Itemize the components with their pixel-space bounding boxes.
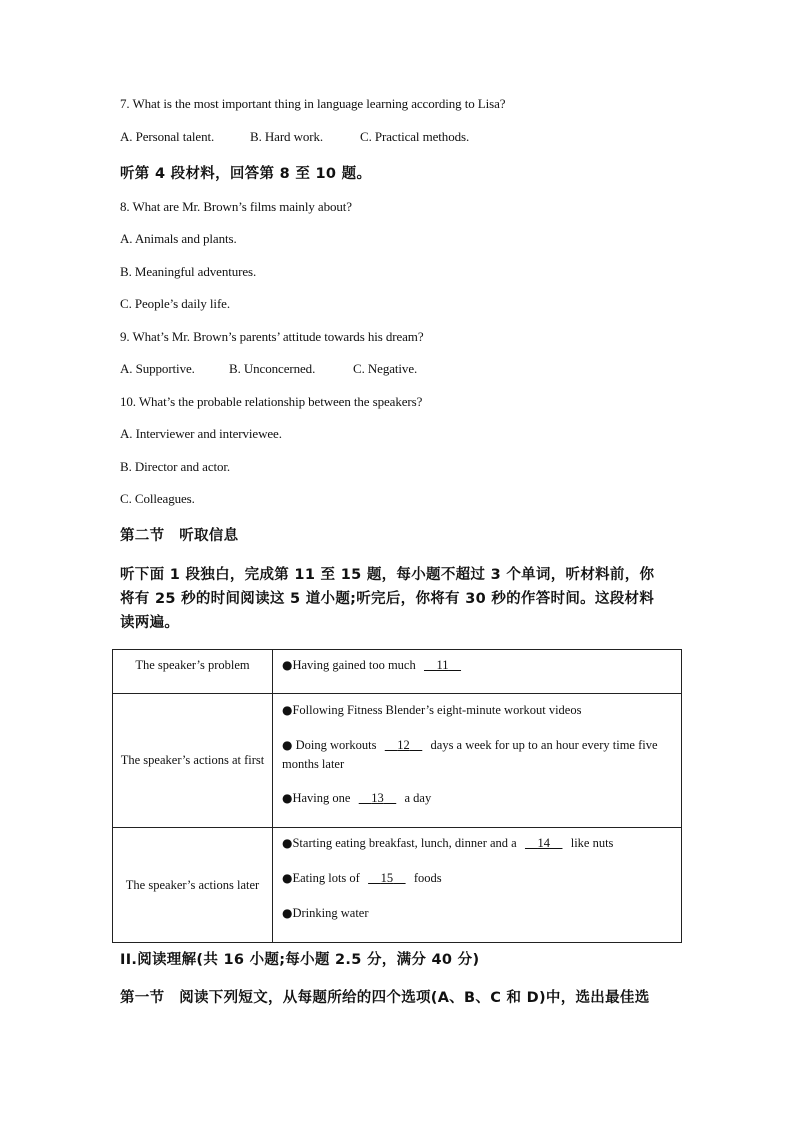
question-8-stem: 8. What are Mr. Brown’s films mainly about? <box>120 199 352 214</box>
row-content-problem <box>273 650 682 694</box>
part-2-instructions-line-1: 听下面 1 段独白，完成第 11 至 15 题，每小题不超过 3 个单词，听材料前，你 <box>120 567 655 583</box>
q10-option-b: B. Director and actor. <box>120 459 231 474</box>
bullet-icon: ● <box>282 906 293 920</box>
table-item: ●Having gained too much 11 <box>282 656 673 675</box>
listening-info-table <box>112 649 682 943</box>
q8-option-a: A. Animals and plants. <box>120 231 237 246</box>
answer-blank-12: 12 <box>397 738 410 752</box>
table-item: ●Eating lots of 15 foods <box>282 871 442 885</box>
answer-blank-14: 14 <box>537 836 550 850</box>
question-9-stem: 9. What’s Mr. Brown’s parents’ attitude towards his dream? <box>120 329 424 344</box>
row-label-actions-first: The speaker’s actions at first <box>113 694 273 828</box>
q7-option-b: B. Hard work. <box>250 129 324 144</box>
q9-option-a: A. Supportive. <box>120 361 195 376</box>
q9-option-b: B. Unconcerned. <box>229 361 316 376</box>
part-3-title: II.阅读理解(共 16 小题;每小题 2.5 分，满分 40 分) <box>120 952 480 968</box>
table-item: ●Starting eating breakfast, lunch, dinner and a 14 like nuts <box>282 836 614 850</box>
table-item: ●Following Fitness Blender’s eight-minute workout videos <box>282 703 582 717</box>
q7-option-a: A. Personal talent. <box>120 129 215 144</box>
row-content-actions-later <box>273 828 682 943</box>
section-4-heading: 听第 4 段材料，回答第 8 至 10 题。 <box>120 166 372 182</box>
row-label-actions-later: The speaker’s actions later <box>113 828 273 943</box>
table-item: ● Doing workouts 12 days a week for up to an hour every time five months later <box>282 738 658 771</box>
question-7-options <box>120 129 469 145</box>
row-label-problem: The speaker’s problem <box>113 650 273 694</box>
answer-blank-11: 11 <box>436 658 449 672</box>
part-2-title: 第二节 听取信息 <box>120 528 239 544</box>
q7-option-c: C. Practical methods. <box>360 129 470 144</box>
bullet-icon: ● <box>282 836 293 850</box>
question-9-options <box>120 361 417 377</box>
part-2-instructions-line-3: 读两遍。 <box>120 615 180 631</box>
bullet-icon: ● <box>282 738 293 752</box>
table-row <box>113 650 682 694</box>
bullet-icon: ● <box>282 703 293 717</box>
part-2-instructions-line-2: 将有 25 秒的时间阅读这 5 道小题;听完后，你将有 30 秒的作答时间。这段材料 <box>120 591 655 607</box>
bullet-icon: ● <box>282 658 293 672</box>
q10-option-c: C. Colleagues. <box>120 491 195 506</box>
table-row <box>113 828 682 943</box>
bullet-icon: ● <box>282 791 293 805</box>
q8-option-b: B. Meaningful adventures. <box>120 264 257 279</box>
table-item: ●Having one 13 a day <box>282 791 432 805</box>
part-3-section-1-instructions: 第一节 阅读下列短文，从每题所给的四个选项(A、B、C 和 D)中，选出最佳选 <box>120 990 650 1006</box>
table-item: ●Drinking water <box>282 906 369 920</box>
question-10-stem: 10. What’s the probable relationship between the speakers? <box>120 394 423 409</box>
row-content-actions-first <box>273 694 682 828</box>
answer-blank-15: 15 <box>380 871 394 885</box>
q9-option-c: C. Negative. <box>353 361 418 376</box>
bullet-icon: ● <box>282 871 293 885</box>
question-7-stem: 7. What is the most important thing in language learning according to Lisa? <box>120 96 506 111</box>
table-row <box>113 694 682 828</box>
q10-option-a: A. Interviewer and interviewee. <box>120 426 282 441</box>
answer-blank-13: 13 <box>371 791 384 805</box>
q8-option-c: C. People’s daily life. <box>120 296 230 311</box>
